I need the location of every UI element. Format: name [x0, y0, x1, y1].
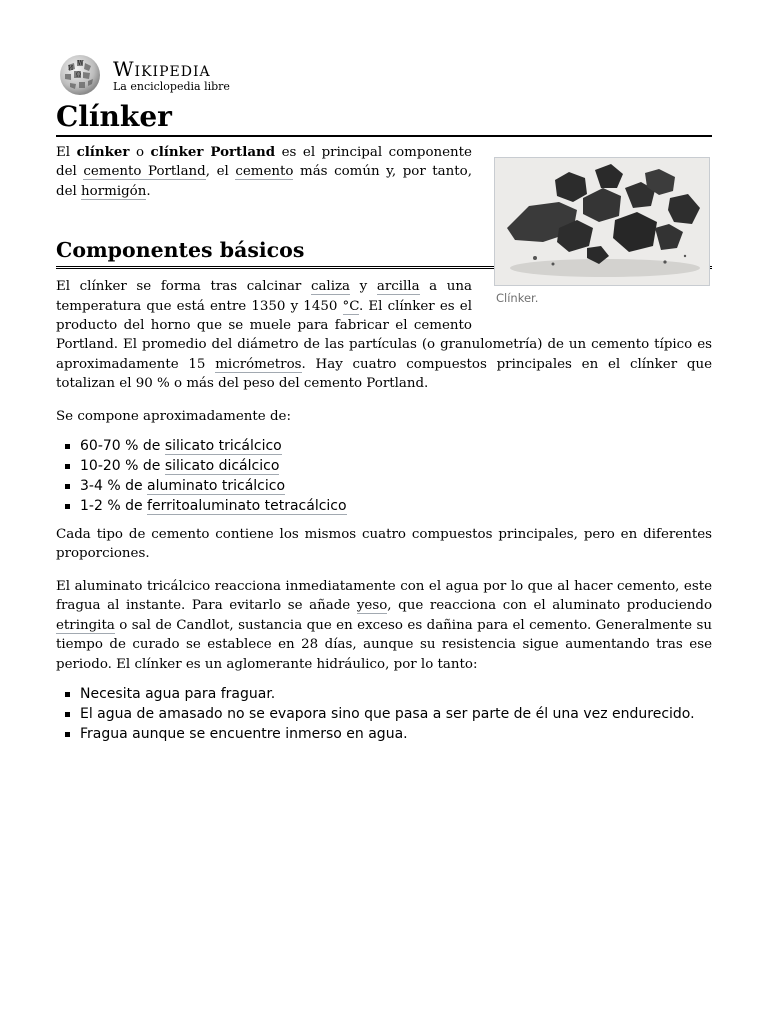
bold-term: clínker Portland — [150, 144, 276, 160]
svg-text:Ω: Ω — [76, 71, 81, 79]
article-page — [56, 52, 712, 753]
text-run: a una temperatura que está entre 1350 y 1450 — [56, 279, 473, 314]
text-run: . El clínker es el producto del horno que se muele para fabricar el cemento Portland. El promedio del diámetro de las partículas (o granulometría) de un cemento típico es aproximadamente 15 — [56, 298, 712, 372]
text-run: 60-70 % de — [80, 438, 165, 455]
list-item — [80, 496, 712, 516]
text-run: Fragua aunque se encuentre inmerso en agua. — [80, 725, 408, 742]
wordmark-title: Wikipedia — [113, 56, 211, 81]
text-run: y — [350, 279, 377, 295]
link-hormigon[interactable]: hormigón — [81, 183, 147, 199]
bold-term: clínker — [76, 144, 130, 160]
link-aluminato-tricalcico[interactable]: aluminato tricálcico — [147, 478, 286, 495]
list-item — [80, 436, 712, 456]
figure-caption: Clínker. — [496, 291, 539, 305]
link-c[interactable]: °C — [342, 298, 359, 314]
text-run: El agua de amasado no se evapora sino que pasa a ser parte de él una vez endurecido. — [80, 705, 695, 722]
text-run: o sal de Candlot, sustancia que en exceso es dañina para el cemento. Generalmente su tiempo de curado se establece en 28 días, aunque su resistencia sigue aumentando tras ese periodo. El clínker es un aglomerante hidráulico, por lo tanto: — [56, 617, 712, 672]
text-run: Necesita agua para fraguar. — [80, 685, 276, 702]
text-run: Se compone aproximadamente de: — [56, 408, 291, 424]
link-ferritoaluminato-tetracalcico[interactable]: ferritoaluminato tetracálcico — [147, 498, 347, 515]
list-item — [80, 704, 712, 724]
section-heading: Componentes básicos — [56, 237, 712, 269]
text-run: El clínker se forma tras calcinar — [56, 279, 311, 295]
paragraph-aluminate — [56, 577, 712, 674]
svg-text:W: W — [77, 60, 84, 67]
text-run: 10-20 % de — [80, 458, 165, 475]
text-run: El aluminato tricálcico reacciona inmediatamente con el agua por lo que al hacer cemento, este fragua al instante. Para evitarlo se añade — [56, 578, 712, 614]
text-run: Cada tipo de cemento contiene los mismos cuatro compuestos principales, pero en diferentes proporciones. — [56, 527, 712, 562]
composition-list — [56, 436, 712, 516]
text-run: . — [146, 183, 151, 199]
text-run: más común y, por tanto, del — [56, 164, 472, 199]
paragraph-proportions — [56, 525, 712, 564]
text-run: . Hay cuatro compuestos principales en el clínker que totalizan el 90 % o más del peso del cemento Portland. — [56, 356, 712, 392]
link-silicato-tricalcico[interactable]: silicato tricálcico — [164, 438, 282, 455]
wikipedia-globe-logo[interactable] — [56, 53, 104, 97]
link-silicato-dicalcico[interactable]: silicato dicálcico — [164, 458, 280, 475]
list-item — [80, 684, 712, 704]
list-item — [80, 456, 712, 476]
article-title: Clínker — [56, 100, 712, 137]
article-body — [56, 143, 712, 744]
properties-list — [56, 684, 712, 744]
text-run: , que reacciona con el aluminato produciendo — [387, 598, 713, 614]
list-item — [80, 724, 712, 744]
link-micrometros[interactable]: micrómetros — [215, 356, 302, 372]
wordmark[interactable] — [113, 58, 230, 93]
thumbnail-figure — [494, 157, 712, 308]
site-header — [56, 52, 712, 98]
link-etringita[interactable]: etringita — [56, 617, 115, 633]
text-run: , el — [205, 164, 236, 180]
text-run: es el principal componente del — [56, 145, 472, 180]
link-arcilla[interactable]: arcilla — [376, 279, 420, 295]
text-run: o — [129, 145, 151, 160]
wordmark-tagline: La enciclopedia libre — [113, 79, 230, 93]
link-caliza[interactable]: caliza — [310, 279, 351, 295]
text-run: El — [56, 145, 77, 160]
list-item — [80, 476, 712, 496]
link-yeso[interactable]: yeso — [356, 598, 388, 614]
paragraph-composition-intro — [56, 407, 712, 426]
text-run: 3-4 % de — [80, 478, 148, 495]
text-run: 1-2 % de — [80, 498, 148, 515]
link-cemento[interactable]: cemento — [235, 164, 294, 180]
link-cemento-portland[interactable]: cemento Portland — [83, 164, 206, 180]
svg-text:И: И — [68, 65, 74, 72]
clinker-photo[interactable] — [494, 157, 710, 286]
